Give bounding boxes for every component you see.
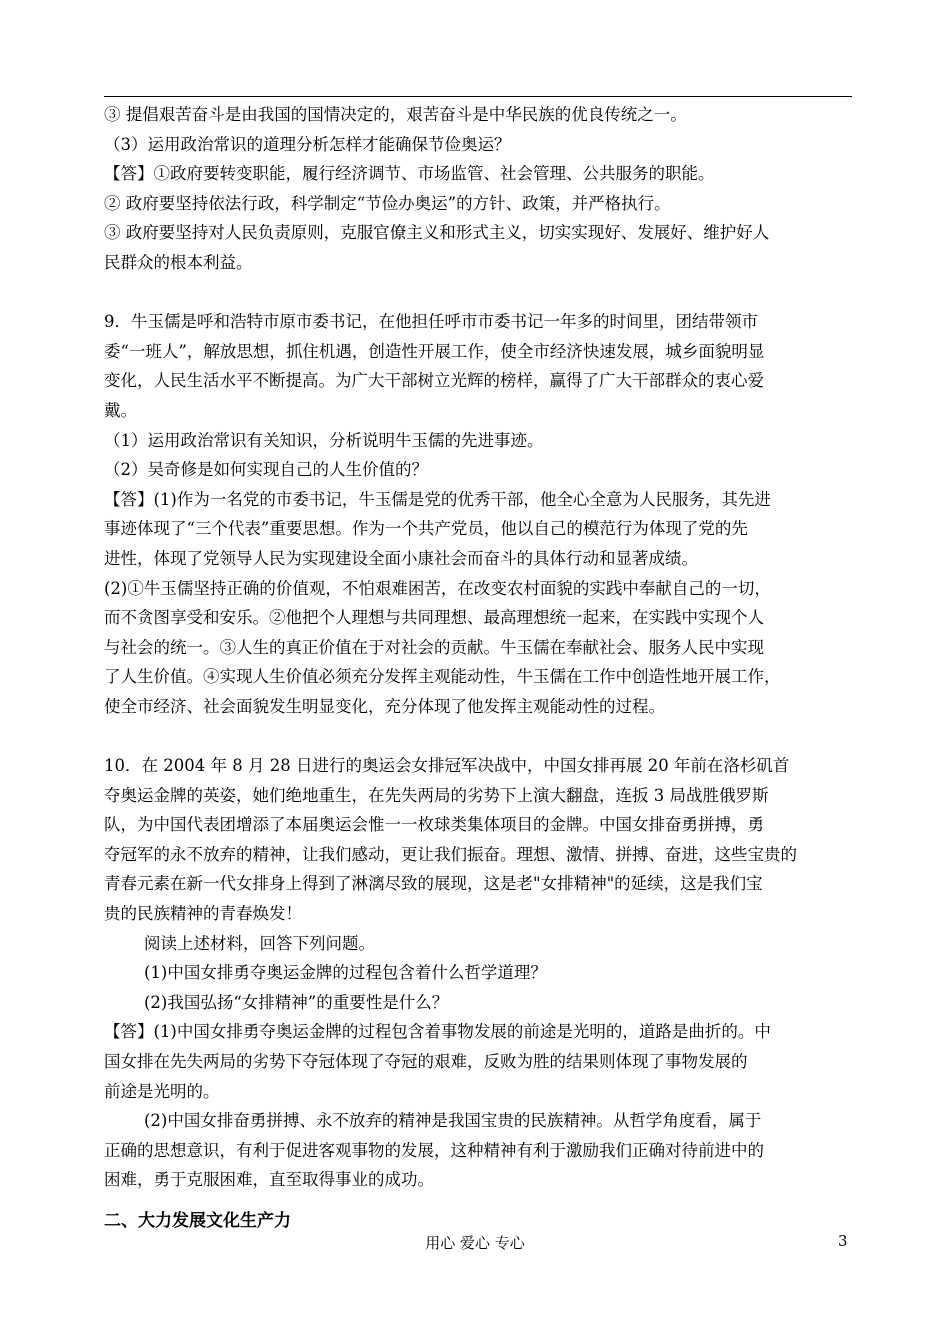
text-line: 而不贪图享受和安乐。②他把个人理想与共同理想、最高理想统一起来，在实践中实现个人 [104,608,764,628]
text-line: 夺奥运金牌的英姿，她们绝地重生，在先失两局的劣势下上演大翻盘，连扳 3 局战胜俄罗斯 [104,785,769,805]
text-line: 委“一班人”，解放思想，抓住机遇，创造性开展工作，使全市经济快速发展，城乡面貌明显 [104,341,765,361]
text-line: 使全市经济、社会面貌发生明显变化，充分体现了他发挥主观能动性的过程。 [104,696,665,716]
header-rule [104,96,852,97]
text-line: （1）运用政治常识有关知识，分析说明牛玉儒的先进事迹。 [104,430,544,450]
text-line: 与社会的统一。③人生的真正价值在于对社会的贡献。牛玉儒在奉献社会、服务人民中实现 [104,637,764,657]
text-line: (2)我国弘扬“女排精神”的重要性是什么？ [144,992,449,1012]
text-line: （2）吴奇修是如何实现自己的人生价值的？ [104,460,428,480]
text-line: 9．牛玉儒是呼和浩特市原市委书记，在他担任呼市市委书记一年多的时间里，团结带领市 [104,312,758,332]
text-line: 戴。 [104,400,137,420]
text-line: 【答】(1)中国女排勇夺奥运金牌的过程包含着事物发展的前途是光明的，道路是曲折的。中 [104,1022,771,1042]
section-heading: 二、大力发展文化生产力 [104,1211,291,1231]
text-line: 民群众的根本利益。 [104,252,253,272]
text-line: ③ 提倡艰苦奋斗是由我国的国情决定的，艰苦奋斗是中华民族的优良传统之一。 [104,105,687,124]
text-line: 困难，勇于克服困难，直至取得事业的成功。 [104,1170,434,1190]
text-line: 阅读上述材料，回答下列问题。 [144,933,375,953]
text-line: ② 政府要坚持依法行政，科学制定“节俭办奥运”的方针、政策，并严格执行。 [104,193,671,213]
blank-line [104,278,856,308]
blank-line [104,721,856,751]
text-line: (1)中国女排勇夺奥运金牌的过程包含着什么哲学道理？ [144,963,547,983]
text-line: (2)①牛玉儒坚持正确的价值观，不怕艰难困苦，在改变农村面貌的实践中奉献自己的一切， [104,578,771,598]
text-line: (2)中国女排奋勇拼搏、永不放弃的精神是我国宝贵的民族精神。从哲学角度看，属于 [144,1111,762,1131]
text-line: （3）运用政治常识的道理分析怎样才能确保节俭奥运？ [104,134,511,154]
text-line: 前途是光明的。 [104,1081,220,1101]
text-line: 事迹体现了“三个代表”重要思想。作为一个共产党员，他以自己的模范行为体现了党的先 [104,519,748,539]
text-line: 了人生价值。④实现人生价值必须充分发挥主观能动性，牛玉儒在工作中创造性地开展工作， [104,667,781,687]
footer-motto: 用心 爱心 专心 [425,1234,525,1252]
text-line: ③ 政府要坚持对人民负责原则，克服官僚主义和形式主义，切实实现好、发展好、维护好人 [104,223,770,243]
text-line: 正确的思想意识，有利于促进客观事物的发展，这种精神有利于激励我们正确对待前进中的 [104,1140,764,1160]
text-line: 国女排在先失两局的劣势下夺冠体现了夺冠的艰难，反败为胜的结果则体现了事物发展的 [104,1052,748,1071]
text-line: 10．在 2004 年 8 月 28 日进行的奥运会女排冠军决战中，中国女排再展 20 年前在洛杉矶首 [104,756,790,776]
text-line: 进性，体现了党领导人民为实现建设全面小康社会而奋斗的具体行动和显著成绩。 [104,548,698,568]
page-number: 3 [838,1232,848,1250]
text-line: 贵的民族精神的青春焕发！ [104,904,302,924]
text-line: 队，为中国代表团增添了本届奥运会惟一一枚球类集体项目的金牌。中国女排奋勇拼搏，勇 [104,815,764,835]
document-body [104,100,856,1195]
text-line: 变化，人民生活水平不断提高。为广大干部树立光辉的榜样，赢得了广大干部群众的衷心爱 [104,371,764,391]
text-line: 夺冠军的永不放弃的精神，让我们感动，更让我们振奋。理想、激情、拼搏、奋进，这些宝贵的 [104,844,797,864]
text-line: 青春元素在新一代女排身上得到了淋漓尽致的展现，这是老"女排精神"的延续，这是我们宝 [104,874,763,894]
text-line: 【答】①政府要转变职能，履行经济调节、市场监管、社会管理、公共服务的职能。 [104,164,715,184]
text-line: 【答】(1)作为一名党的市委书记，牛玉儒是党的优秀干部，他全心全意为人民服务，其先进 [104,489,771,509]
